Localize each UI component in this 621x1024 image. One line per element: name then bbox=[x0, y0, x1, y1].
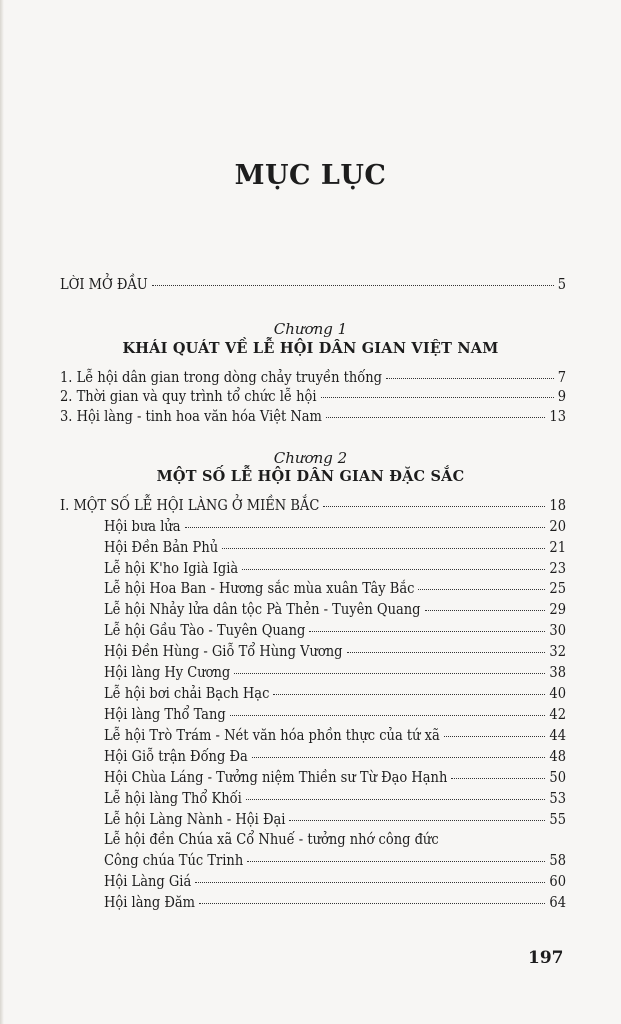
toc-preface[interactable] bbox=[60, 276, 566, 294]
toc-entry[interactable] bbox=[60, 408, 566, 426]
dot-leader bbox=[246, 799, 546, 800]
toc-entry[interactable] bbox=[104, 622, 566, 640]
dot-leader bbox=[347, 652, 546, 653]
toc-page: 58 bbox=[549, 853, 566, 869]
toc-label: Lễ hội Gầu Tào - Tuyên Quang bbox=[104, 623, 306, 639]
toc-page: 23 bbox=[549, 561, 566, 577]
dot-leader bbox=[386, 378, 554, 379]
toc-label: Lễ hội K'ho Igià Igià bbox=[104, 561, 239, 577]
toc-label: Hội Đền Bản Phủ bbox=[104, 540, 219, 556]
dot-leader bbox=[252, 757, 546, 758]
toc-page: 64 bbox=[549, 895, 566, 911]
toc-entry[interactable] bbox=[104, 518, 566, 536]
dot-leader bbox=[326, 417, 545, 418]
dot-leader bbox=[323, 506, 545, 507]
toc-label: Hội làng Hy Cương bbox=[104, 665, 231, 681]
toc-page: 48 bbox=[549, 749, 566, 765]
dot-leader bbox=[230, 715, 546, 716]
toc-page: 50 bbox=[549, 770, 566, 786]
dot-leader bbox=[321, 397, 554, 398]
chapter-1-title: KHÁI QUÁT VỀ LỄ HỘI DÂN GIAN VIỆT NAM bbox=[122, 340, 499, 357]
toc-entry[interactable] bbox=[104, 894, 566, 912]
toc-entry[interactable] bbox=[104, 685, 566, 703]
dot-leader bbox=[309, 631, 545, 632]
toc-label: 2. Thời gian và quy trình tổ chức lễ hội bbox=[60, 389, 317, 405]
toc-section[interactable] bbox=[60, 497, 566, 515]
toc-label: Hội Chùa Láng - Tưởng niệm Thiền sư Từ Đạo Hạnh bbox=[104, 770, 448, 786]
toc-entry[interactable] bbox=[104, 706, 566, 724]
toc-page: 40 bbox=[549, 686, 566, 702]
toc-entry[interactable] bbox=[104, 664, 566, 682]
toc-page: 60 bbox=[549, 874, 566, 890]
toc-label: Công chúa Túc Trinh bbox=[104, 853, 244, 869]
toc-label: Lễ hội đền Chúa xã Cổ Nhuế - tưởng nhớ công đức bbox=[104, 832, 439, 848]
toc-page: 7 bbox=[557, 370, 566, 386]
toc-page: 9 bbox=[557, 389, 566, 405]
toc-label: LỜI MỞ ĐẦU bbox=[60, 277, 148, 293]
toc-page: 25 bbox=[549, 581, 566, 597]
dot-leader bbox=[273, 694, 545, 695]
toc-page: 38 bbox=[549, 665, 566, 681]
toc-entry[interactable] bbox=[104, 831, 566, 849]
toc-page: 42 bbox=[549, 707, 566, 723]
toc-label: Lễ hội Trò Trám - Nét văn hóa phồn thực của tứ xã bbox=[104, 728, 440, 744]
toc-label: I. MỘT SỐ LỄ HỘI LÀNG Ở MIỀN BẮC bbox=[60, 498, 320, 514]
page-title: MỤC LỤC bbox=[234, 160, 387, 191]
toc-page: 53 bbox=[549, 791, 566, 807]
dot-leader bbox=[234, 673, 545, 674]
toc-entry[interactable] bbox=[104, 852, 566, 870]
toc-label: Hội bưa lửa bbox=[104, 519, 181, 535]
toc-entry[interactable] bbox=[104, 727, 566, 745]
toc-page: 20 bbox=[549, 519, 566, 535]
toc-entry[interactable] bbox=[104, 873, 566, 891]
chapter-1-label: Chương 1 bbox=[273, 320, 348, 338]
toc-page: 5 bbox=[557, 277, 566, 293]
toc-label: 1. Lễ hội dân gian trong dòng chảy truyền thống bbox=[60, 370, 383, 386]
toc-page: 13 bbox=[549, 409, 566, 425]
toc-page: 29 bbox=[549, 602, 566, 618]
toc-label: Hội làng Thổ Tang bbox=[104, 707, 226, 723]
page-edge bbox=[0, 0, 4, 1024]
dot-leader bbox=[425, 610, 546, 611]
toc-entry[interactable] bbox=[104, 790, 566, 808]
toc-entry[interactable] bbox=[60, 388, 566, 406]
toc-label: Lễ hội làng Thổ Khối bbox=[104, 791, 242, 807]
toc-entry[interactable] bbox=[104, 560, 566, 578]
toc-entry[interactable] bbox=[104, 643, 566, 661]
toc-page: 30 bbox=[549, 623, 566, 639]
dot-leader bbox=[195, 882, 545, 883]
toc-label: Lễ hội Nhảy lửa dân tộc Pà Thẻn - Tuyên Quang bbox=[104, 602, 421, 618]
dot-leader bbox=[222, 548, 545, 549]
toc-label: Hội Làng Giá bbox=[104, 874, 192, 890]
chapter-2-title: MỘT SỐ LỄ HỘI DÂN GIAN ĐẶC SẮC bbox=[156, 468, 465, 485]
dot-leader bbox=[289, 820, 545, 821]
toc-label: Lễ hội bơi chải Bạch Hạc bbox=[104, 686, 270, 702]
dot-leader bbox=[242, 569, 545, 570]
dot-leader bbox=[247, 861, 545, 862]
toc-entry[interactable] bbox=[104, 580, 566, 598]
toc-entry[interactable] bbox=[104, 748, 566, 766]
dot-leader bbox=[451, 778, 545, 779]
dot-leader bbox=[418, 589, 545, 590]
dot-leader bbox=[444, 736, 546, 737]
toc-entry[interactable] bbox=[104, 769, 566, 787]
toc-entry[interactable] bbox=[104, 811, 566, 829]
toc-page: 18 bbox=[549, 498, 566, 514]
toc-entry[interactable] bbox=[104, 601, 566, 619]
toc-label: Lễ hội Làng Nành - Hội Đại bbox=[104, 812, 286, 828]
page-number: 197 bbox=[528, 948, 564, 968]
dot-leader bbox=[152, 285, 554, 286]
toc-entry[interactable] bbox=[60, 369, 566, 387]
toc-page: 44 bbox=[549, 728, 566, 744]
toc-label: 3. Hội làng - tinh hoa văn hóa Việt Nam bbox=[60, 409, 322, 425]
toc-page: 55 bbox=[549, 812, 566, 828]
toc-label: Hội làng Đăm bbox=[104, 895, 196, 911]
chapter-2-label: Chương 2 bbox=[273, 449, 348, 467]
toc-page: 21 bbox=[549, 540, 566, 556]
toc-entry[interactable] bbox=[104, 539, 566, 557]
toc-label: Lễ hội Hoa Ban - Hương sắc mùa xuân Tây Bắc bbox=[104, 581, 415, 597]
toc-page: 32 bbox=[549, 644, 566, 660]
dot-leader bbox=[199, 903, 545, 904]
toc-label: Hội Đền Hùng - Giỗ Tổ Hùng Vương bbox=[104, 644, 343, 660]
dot-leader bbox=[185, 527, 546, 528]
toc-label: Hội Giỗ trận Đống Đa bbox=[104, 749, 248, 765]
